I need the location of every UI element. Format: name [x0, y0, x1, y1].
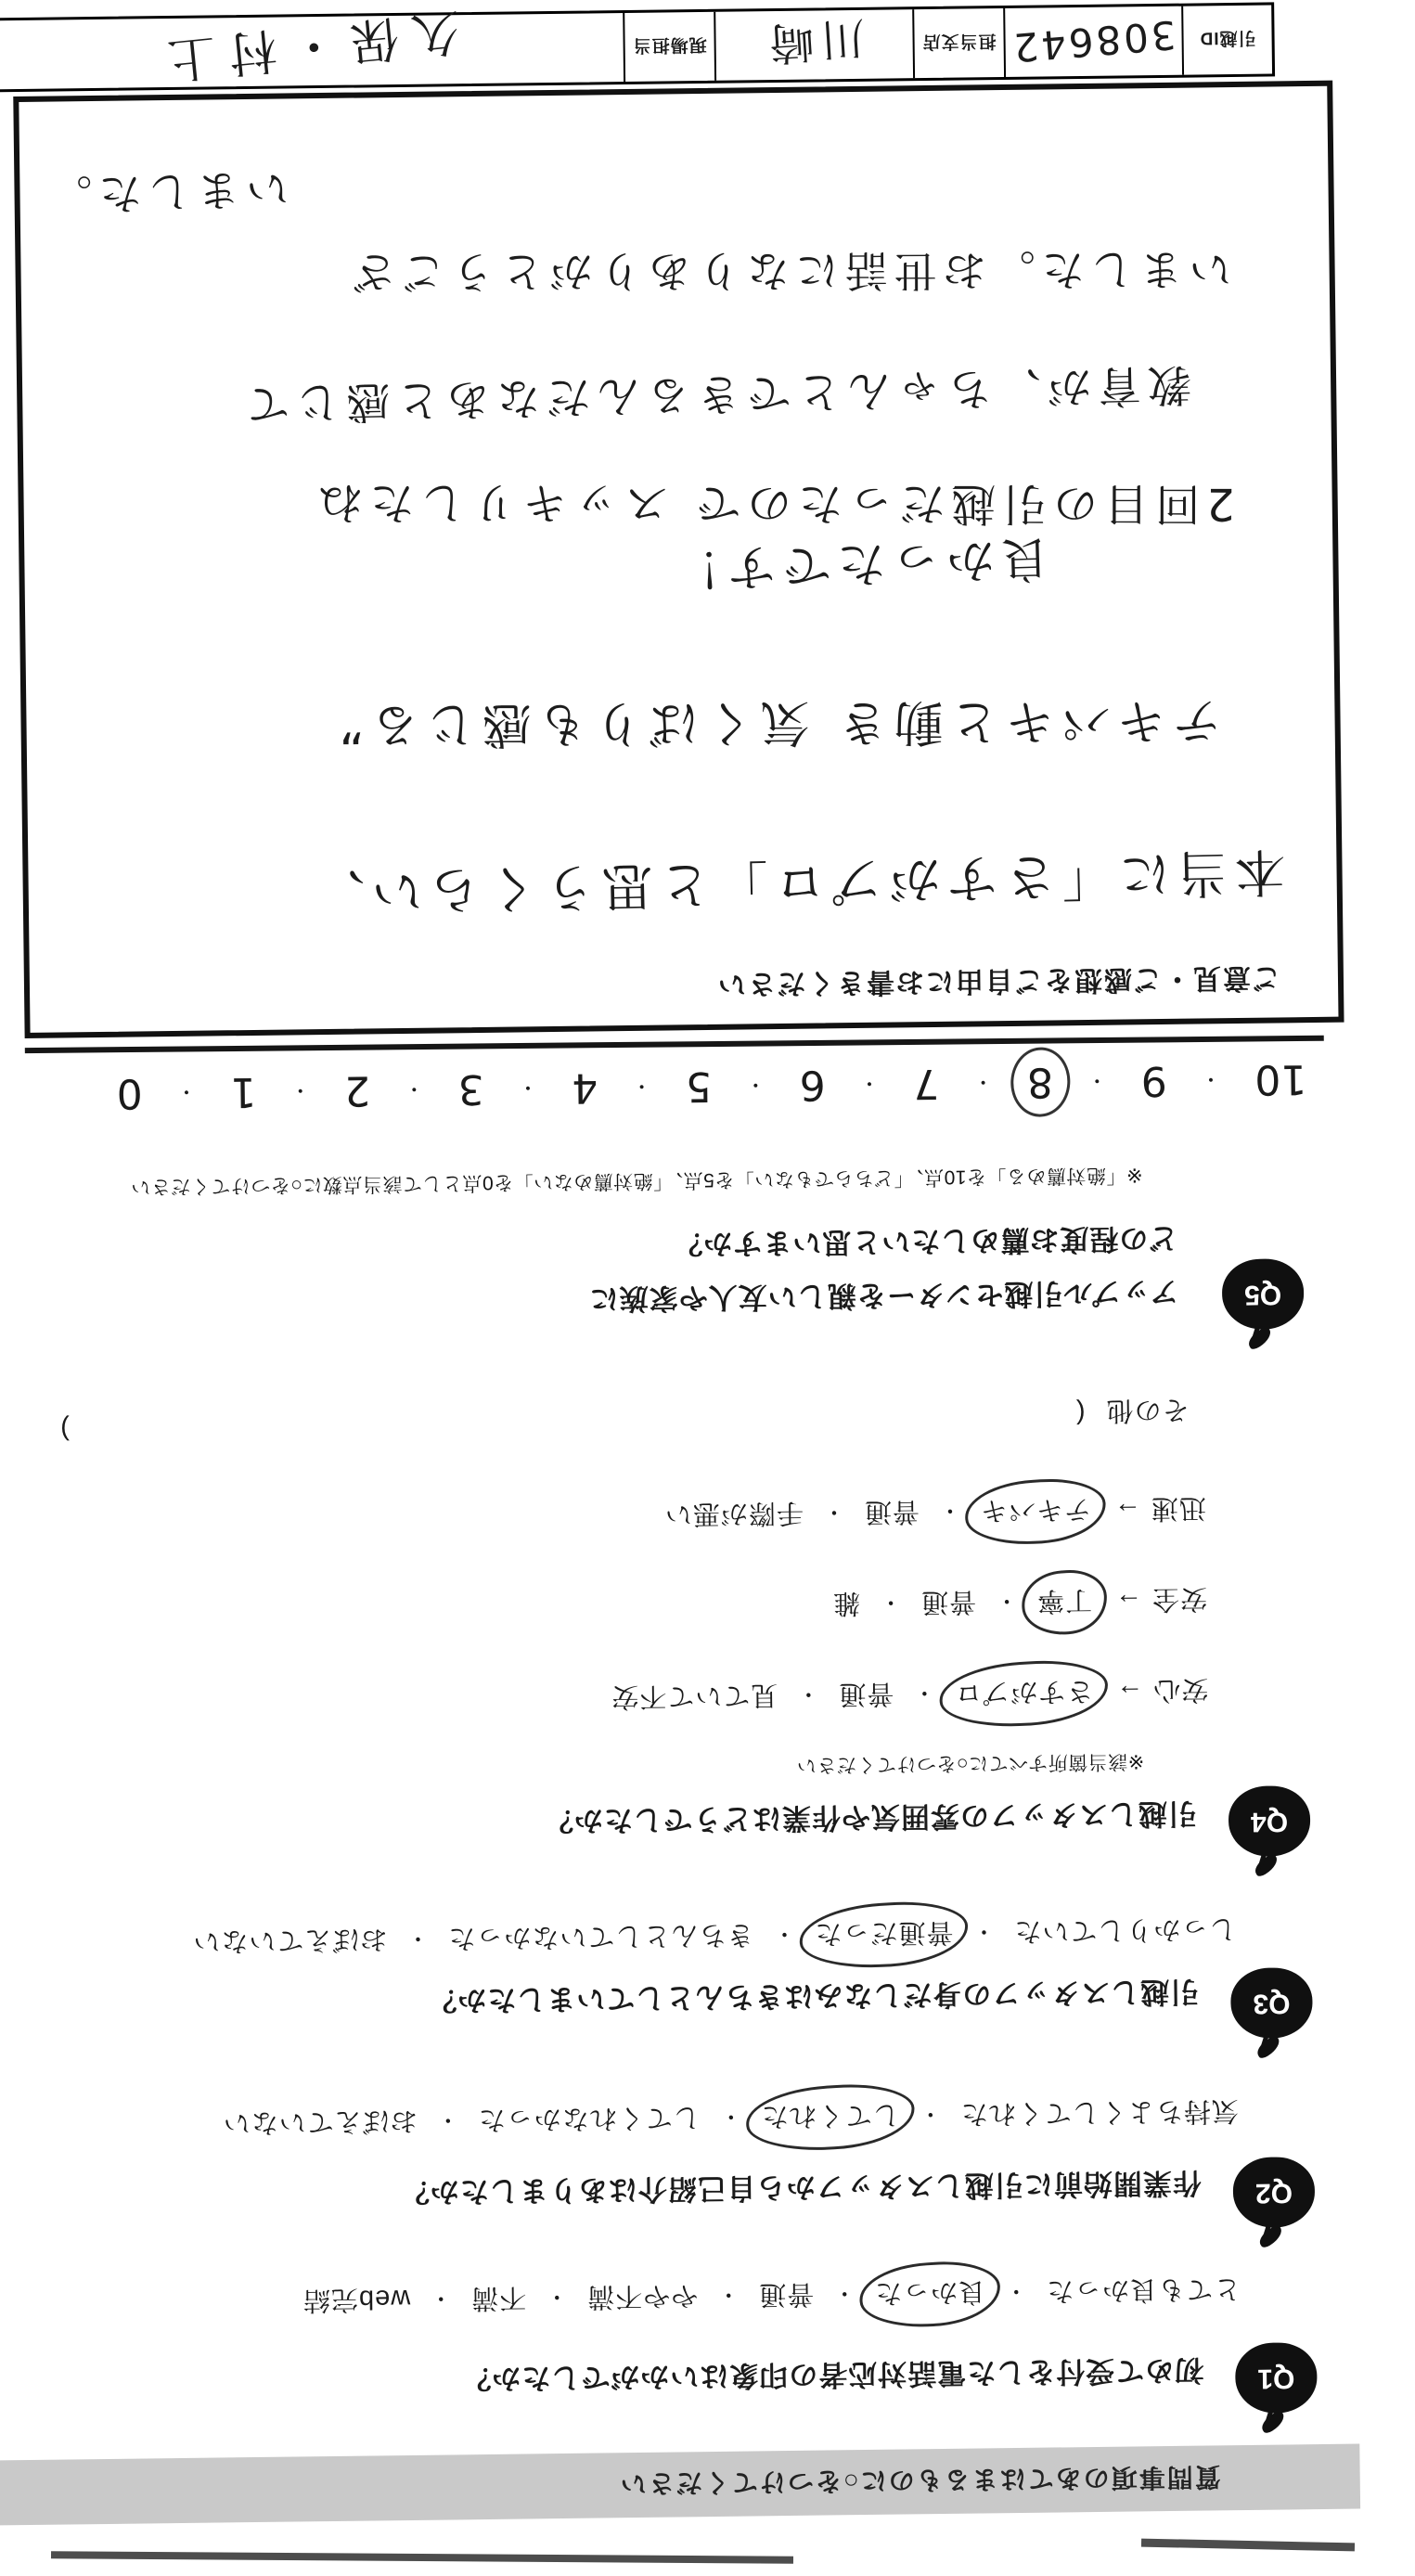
paren-open: (	[1074, 1398, 1086, 1429]
q3-option: きちんとしていなかった	[447, 1919, 754, 1953]
q1-option: web完結	[302, 2283, 411, 2315]
q4-category: 迅速	[1150, 1492, 1207, 1524]
dot-separator: ・	[1087, 1067, 1108, 1091]
dot-separator: ・	[796, 1681, 820, 1707]
q3-badge-label: Q3	[1253, 1988, 1291, 2019]
handwritten-line: いました。お世話になりありがとうござ	[346, 244, 1232, 298]
dot-separator: ・	[994, 1587, 1019, 1614]
id-label: 引越ID	[1199, 28, 1256, 48]
dot-separator: ・	[878, 1589, 903, 1615]
dot-separator: ・	[175, 1078, 198, 1102]
q4-row-jinsoku	[659, 1488, 1207, 1537]
dot-separator: ・	[937, 1497, 962, 1523]
dot-separator: ・	[1004, 2277, 1028, 2304]
arrow-icon: →	[1115, 1678, 1144, 1708]
q4-other-label: その他	[1105, 1394, 1190, 1425]
q4-option-circled: 丁寧	[1031, 1581, 1099, 1624]
q3-badge-icon	[1230, 1967, 1313, 2039]
dot-separator: ・	[545, 2283, 569, 2310]
q1-options	[297, 2270, 1247, 2323]
q4-other-close	[59, 1413, 70, 1444]
dot-separator: ・	[718, 2103, 743, 2129]
comment-box	[13, 81, 1344, 1038]
q2-option: してくれなかった	[477, 2102, 701, 2135]
dot-separator: ・	[971, 1918, 996, 1944]
dot-separator: ・	[517, 1075, 539, 1099]
instruction-bar	[0, 2444, 1360, 2527]
scale-9: 9	[1140, 1056, 1167, 1105]
q3-option: おぼえていない	[192, 1924, 388, 1956]
dot-separator: ・	[289, 1077, 311, 1101]
scale-3: 3	[457, 1064, 484, 1114]
q4-option: 雑	[831, 1588, 861, 1618]
field-staff-label-cell	[624, 12, 716, 82]
q3-options	[187, 1910, 1242, 1964]
dot-separator: ・	[1200, 1066, 1222, 1090]
arrow-icon: →	[1113, 1496, 1142, 1526]
q5-title-line1: アップル引越センターを親しい友人や家族に	[588, 1275, 1179, 1316]
q4-option: 普通	[863, 1496, 920, 1526]
q4-category: 安心	[1152, 1674, 1209, 1706]
q4-row-anzen	[827, 1579, 1208, 1626]
scale-2: 2	[343, 1066, 371, 1114]
field-staff-value-cell	[0, 3, 625, 89]
scale-4: 4	[572, 1063, 598, 1112]
q2-badge-icon	[1232, 2157, 1315, 2228]
scale-7: 7	[912, 1059, 940, 1108]
branch-label: 担当支店	[921, 31, 997, 52]
field-branch-label-cell	[914, 8, 1006, 78]
q4-option-circled: テキパキ	[974, 1490, 1098, 1534]
q4-other-row	[1075, 1393, 1190, 1432]
dot-separator: ・	[405, 1925, 430, 1951]
q1-title: 初めて受付をした電話対応者の印象はいかがでしたか？	[461, 2353, 1204, 2396]
instruction-bar-label: 質問事項のあてはまるものに○をつけてください	[618, 2462, 1221, 2499]
dot-separator: ・	[404, 1075, 425, 1100]
q1-option: 普通	[758, 2278, 815, 2310]
q4-option: 見ていて不安	[611, 1680, 778, 1712]
q2-title: 作業開始前に引越しスタッフから自己紹介はありましたか？	[399, 2166, 1203, 2209]
q5-note: ※「絶対薦める」を10点、「どちらでもない」を5点、「絶対薦めない」を0点として該当点数に○をつけてください	[130, 1164, 1143, 1198]
q2-options	[217, 2092, 1245, 2146]
scale-8-circled: 8	[1022, 1056, 1060, 1107]
handwritten-line: 教育が、ちゃんとできるんだなあと感じて	[238, 358, 1192, 430]
q4-option: 普通	[838, 1678, 894, 1709]
q4-option: 手際が悪い	[663, 1497, 804, 1529]
arrow-icon: →	[1113, 1587, 1143, 1617]
field-id-label-cell	[1183, 5, 1272, 74]
branch-value-handwritten: 川崎	[761, 11, 868, 71]
q2-option: 気持ちよくしてくれた	[959, 2095, 1240, 2129]
dot-separator: ・	[918, 2100, 943, 2127]
dot-separator: ・	[772, 1920, 796, 1947]
handwritten-line: テキパキと動き 気くばりも感じる”	[332, 691, 1222, 753]
q1-option: やや不満	[586, 2280, 699, 2312]
nps-scale	[110, 1053, 1313, 1119]
q5-badge-icon	[1222, 1258, 1305, 1330]
scale-10: 10	[1254, 1055, 1307, 1103]
q4-category: 安全	[1151, 1583, 1208, 1615]
q5-title-line2: どの程度お薦めしたいと思いますか？	[673, 1221, 1178, 1261]
q1-badge-icon	[1235, 2342, 1318, 2414]
field-id-value-cell	[1005, 6, 1184, 77]
q4-option: 普通	[920, 1586, 977, 1617]
q3-option: しっかりしていた	[1013, 1913, 1237, 1947]
scale-5: 5	[685, 1062, 713, 1111]
q5-badge-label: Q5	[1243, 1279, 1282, 1310]
q4-note: ※該当箇所すべてに○をつけてください	[796, 1750, 1145, 1776]
q2-badge-label: Q2	[1254, 2177, 1293, 2209]
q3-option-circled: 普通だった	[808, 1913, 959, 1957]
dot-separator: ・	[631, 1073, 652, 1097]
staff-value-handwritten: 久保・村上	[151, 3, 462, 89]
q3-title: 引越しスタッフの身だしなみはきちんとしていましたか？	[427, 1975, 1200, 2017]
dot-separator: ・	[429, 2285, 453, 2311]
scan-shadow-line	[25, 1036, 1324, 1053]
scale-0: 0	[116, 1069, 143, 1117]
dot-separator: ・	[972, 1069, 994, 1093]
q1-option-circled: 良かった	[868, 2273, 992, 2316]
q4-option-circled: さすがプロ	[948, 1672, 1100, 1716]
q4-row-anshin	[605, 1670, 1209, 1719]
handwritten-line: 良かったです！	[665, 529, 1051, 598]
q4-badge-label: Q4	[1250, 1806, 1289, 1837]
handwritten-line: 本当に「さすがプロ」と思うくらい、	[307, 841, 1287, 923]
dot-separator: ・	[832, 2280, 856, 2306]
q1-badge-label: Q1	[1257, 2363, 1295, 2394]
dot-separator: ・	[435, 2106, 460, 2132]
field-branch-value-cell	[715, 9, 915, 81]
dot-separator: ・	[912, 1680, 936, 1706]
id-value-handwritten: 308642	[1009, 12, 1178, 71]
q4-title: 引越しスタッフの雰囲気や作業はどうでしたか？	[543, 1797, 1198, 1838]
comment-box-label: ご意見・ご感想をご自由にお書きください	[715, 961, 1281, 999]
dot-separator: ・	[716, 2281, 740, 2307]
handwritten-line: いました。	[42, 162, 290, 222]
scale-1: 1	[230, 1067, 257, 1116]
header-strip	[0, 2, 1275, 92]
scale-6: 6	[799, 1061, 826, 1109]
dot-separator: ・	[858, 1070, 881, 1094]
q1-option: 不満	[470, 2282, 527, 2313]
handwritten-line: 2回目の引越だったので スッキリしたね	[312, 476, 1235, 530]
dot-separator: ・	[745, 1072, 766, 1096]
paren-close: )	[58, 1414, 71, 1445]
dot-separator: ・	[821, 1499, 846, 1525]
q2-option-circled: してくれた	[755, 2095, 907, 2139]
q4-badge-icon	[1228, 1785, 1311, 1857]
q2-option: おぼえていない	[222, 2105, 418, 2138]
staff-label: 現場担当	[632, 34, 707, 56]
q1-option: とても良かった	[1046, 2273, 1241, 2306]
